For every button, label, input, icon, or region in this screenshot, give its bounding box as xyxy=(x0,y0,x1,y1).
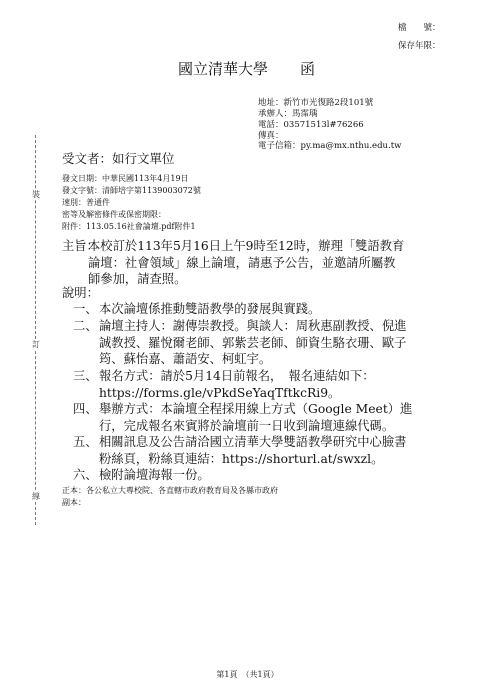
explanation-item-5 xyxy=(73,434,443,467)
item-line: 報名方式：請於5月14日前報名， 報名連結如下： xyxy=(99,369,375,383)
item-line: 論壇主持人：謝傳崇教授。與談人：周秋惠副教授、倪進 xyxy=(99,319,407,333)
binding-mark-middle: 訂 xyxy=(32,340,40,349)
copy-recipients: 副本： xyxy=(62,498,86,507)
subject-text xyxy=(88,238,404,288)
contact-address: 地址：新竹市光復路2段101號 xyxy=(258,98,374,108)
item-number: 二、 xyxy=(73,319,98,333)
item-line: 檢附論壇海報一份。 xyxy=(99,468,210,482)
subject-label: 主旨： xyxy=(62,239,99,253)
contact-handler: 承辦人：馬霈瑀 xyxy=(258,109,318,119)
org-name: 國立清華大學 xyxy=(178,60,269,78)
item-number: 四、 xyxy=(73,402,98,416)
retention-label: 保存年限： xyxy=(398,41,441,51)
item-number: 六、 xyxy=(73,468,98,482)
subject-line: 論壇：社會領域」線上論壇，請惠予公告，並邀請所屬教 xyxy=(88,255,396,270)
subject-line: 師參加，請查照。 xyxy=(88,272,187,286)
explanation-item-6 xyxy=(73,467,443,484)
security-level: 密等及解密條件或保密期限： xyxy=(62,210,166,219)
binding-mark-top: 裝 xyxy=(32,190,40,199)
binding-mark-bottom: 線 xyxy=(32,492,40,501)
contact-fax: 傳真： xyxy=(258,131,284,141)
file-number-label: 檔 號： xyxy=(398,23,441,33)
contact-email: 電子信箱：py.ma@mx.nthu.edu.tw xyxy=(258,141,402,151)
main-recipients: 正本：各公私立大專校院、各直轄市政府教育局及各縣市政府 xyxy=(62,486,278,495)
item-line: 舉辦方式：本論壇全程採用線上方式（Google Meet）進 xyxy=(99,402,413,416)
item-number: 三、 xyxy=(73,369,98,383)
item-number: 一、 xyxy=(73,302,98,316)
subject-line: 本校訂於113年5月16日上午9時至12時，辦理「雙語教育 xyxy=(88,239,405,253)
recipient: 受文者：如行文單位 xyxy=(62,151,175,166)
speed: 速別：普通件 xyxy=(62,198,110,207)
doc-number: 發文字號：清師培字第1139003072號 xyxy=(62,186,201,195)
document-title xyxy=(178,60,315,78)
attachment: 附件：113.05.16社會論壇.pdf附件1 xyxy=(62,222,196,231)
page-number: 第1頁 （共1頁） xyxy=(216,670,279,679)
doc-type: 函 xyxy=(300,60,316,78)
fanpage-link[interactable]: 粉絲頁，粉絲頁連結：https://shorturl.at/swxzl。 xyxy=(99,451,384,466)
item-line: 行，完成報名來賓將於論壇前一日收到論壇連線代碼。 xyxy=(99,418,395,433)
item-line: 誠教授、羅悅爾老師、郭紫芸老師、師資生駱衣珊、歐子 xyxy=(99,335,407,350)
explanation-item-4 xyxy=(73,401,443,434)
item-line: 本次論壇係推動雙語教學的發展與實踐。 xyxy=(99,302,321,316)
item-number: 五、 xyxy=(73,435,98,449)
item-line: 筠、蘇怡嘉、蕭語安、柯虹宇。 xyxy=(99,352,272,366)
explanation-item-1 xyxy=(73,301,443,318)
item-line: 相關訊息及公告請洽國立清華大學雙語教學研究中心臉書 xyxy=(99,435,407,449)
explanation-item-2 xyxy=(73,318,443,368)
explanation-item-3 xyxy=(73,368,443,401)
explanation-label: 說明： xyxy=(62,286,99,300)
registration-link[interactable]: https://forms.gle/vPkdSeYaqTftkcRi9。 xyxy=(99,385,341,400)
contact-phone: 電話：03571513l#76266 xyxy=(258,120,364,130)
issue-date: 發文日期：中華民國113年4月19日 xyxy=(62,174,189,183)
